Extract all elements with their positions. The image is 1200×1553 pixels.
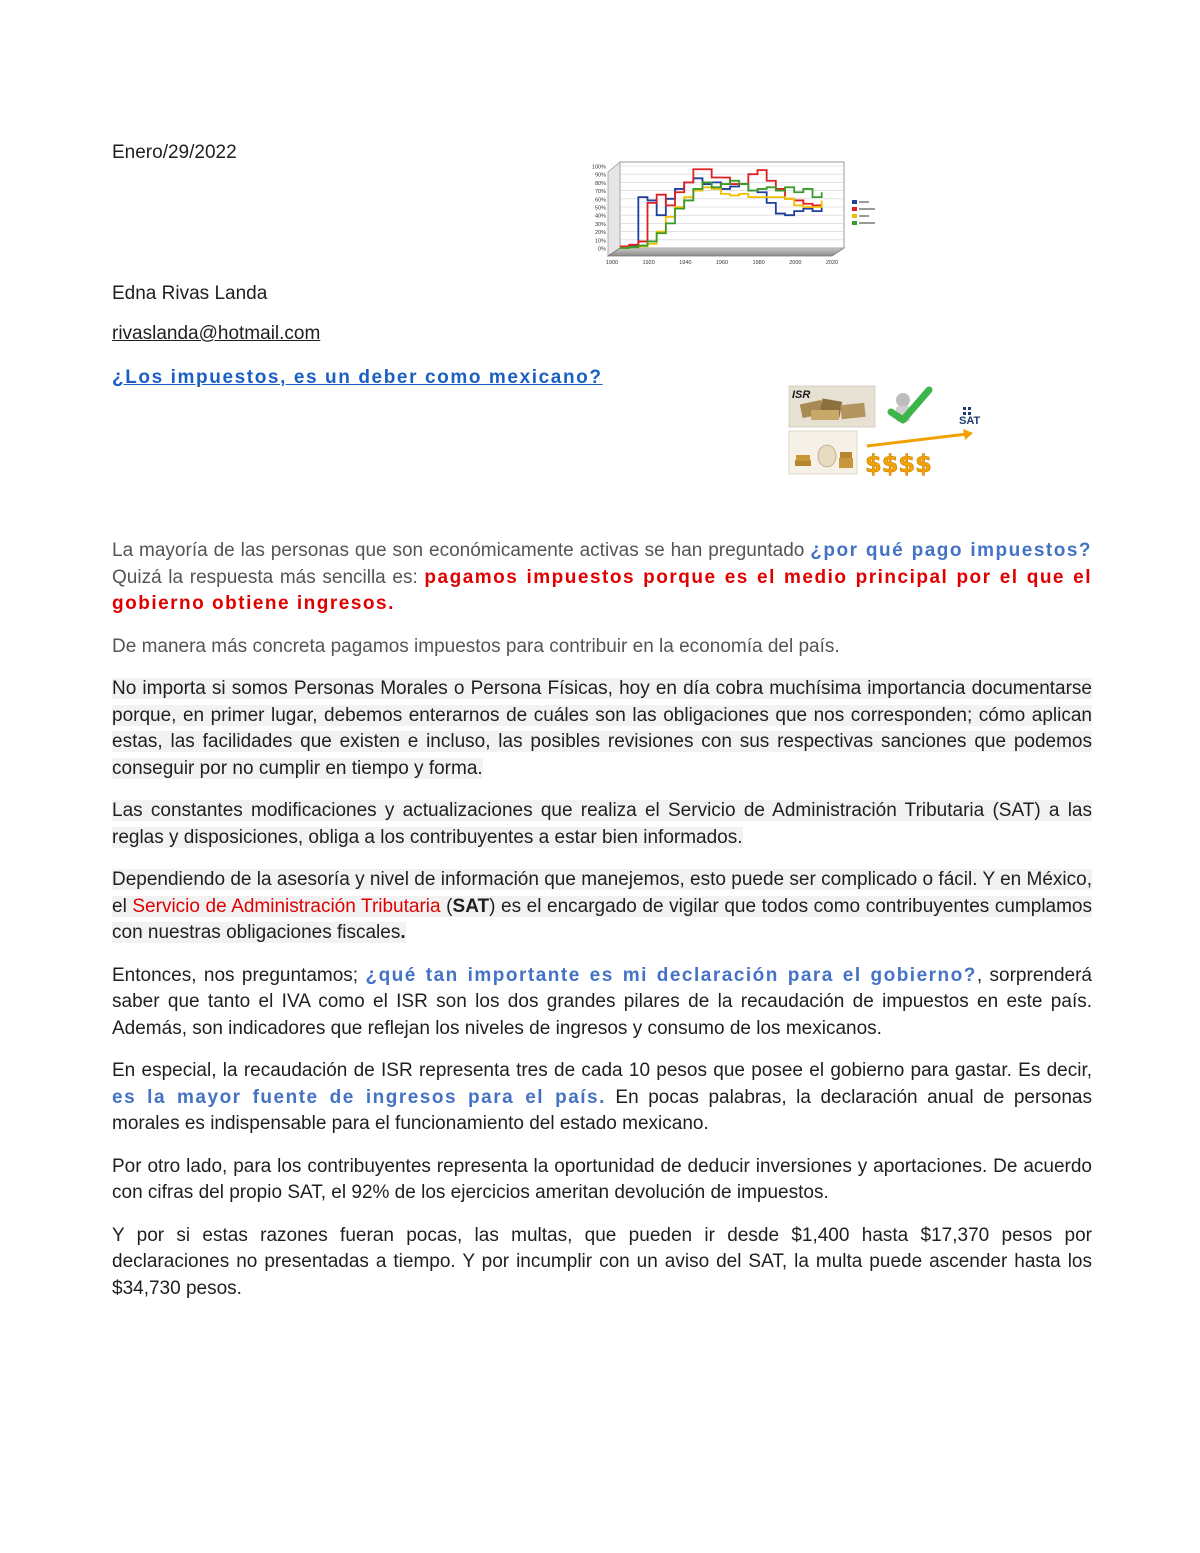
emphasis-main-reason: pagamos impuestos porque es el medio principal por el que el gobierno obtiene ingresos. (112, 566, 1093, 614)
x-tick-label: 1980 (752, 260, 765, 266)
question-declaration-importance: ¿qué tan importante es mi declaración para el gobierno? (365, 964, 977, 986)
author-email-link[interactable]: rivaslanda@hotmail.com (112, 323, 321, 344)
chart-legend (852, 200, 875, 225)
chart-x-ticks (606, 260, 838, 266)
legend-entry-placeholder (859, 201, 869, 203)
question-why-pay: ¿por qué pago impuestos? (810, 540, 1092, 561)
legend-swatch (852, 214, 857, 218)
y-tick-label: 50% (594, 205, 606, 212)
y-tick-label: 80% (594, 180, 606, 187)
chart-y-ticks (592, 165, 606, 253)
legend-entry-placeholder (859, 208, 875, 210)
paragraph-1: La mayoría de las personas que son económicamente activas se han preguntado ¿por qué pago impuestos? Quizá la respuesta más sencilla es: pagamos impuestos porque es el medio principal por el que el gobierno obtiene ingresos. (112, 540, 1093, 614)
emphasis-largest-source: es la mayor fuente de ingresos para el país. (112, 1086, 606, 1108)
dollar-signs: $$$$ (865, 450, 932, 476)
paragraph-6: Entonces, nos preguntamos; ¿qué tan importante es mi declaración para el gobierno?, sorprenderá saber que tanto el IVA como el ISR son los dos grandes pilares de la recaudación de impuestos en este país. Además, son indicadores que reflejan los niveles de ingresos y consumo de los mexicanos. (112, 964, 1092, 1039)
y-tick-label: 60% (594, 197, 606, 204)
legend-entry-placeholder (859, 215, 869, 217)
line-chart (586, 160, 894, 268)
chart-back-wall (620, 162, 844, 248)
article-body (112, 538, 1092, 1318)
x-tick-label: 2000 (789, 260, 802, 266)
chart-side-wall (608, 162, 620, 256)
paragraph-8: Por otro lado, para los contribuyentes representa la oportunidad de deducir inversiones y aportaciones. De acuerdo con cifras del propio SAT, el 92% de los ejercicios ameritan devolución de impuestos. (112, 1155, 1092, 1203)
paragraph-3: No importa si somos Personas Morales o Persona Físicas, hoy en día cobra muchísima importancia documentarse porque, en primer lugar, debemos enterarnos de cuáles son las obligaciones que nos corresponden; cómo aplican estas, las facilidades que existen e incluso, las posibles revisiones con sus respectivas sanciones que podemos conseguir por no cumplir en tiempo y forma. (112, 678, 1092, 779)
y-tick-label: 20% (594, 230, 606, 237)
y-tick-label: 0% (598, 246, 606, 253)
money-bag-tile (789, 431, 857, 474)
y-tick-label: 40% (594, 213, 606, 220)
y-tick-label: 90% (594, 172, 606, 179)
paragraph-9: Y por si estas razones fueran pocas, las multas, que pueden ir desde $1,400 hasta $17,370 pesos por declaraciones no presentadas a tiempo. Y por incumplir con un aviso del SAT, la multa puede ascender hasta los $34,730 pesos. (112, 1224, 1092, 1299)
chart-floor (608, 248, 844, 256)
sat-tag: SAT (959, 415, 981, 427)
y-tick-label: 100% (591, 164, 606, 171)
legend-swatch (852, 200, 857, 204)
author-name: Edna Rivas Landa (112, 283, 268, 304)
x-tick-label: 1940 (679, 260, 692, 266)
x-tick-label: 2020 (825, 260, 839, 266)
legend-swatch (852, 207, 857, 211)
paragraph-7: En especial, la recaudación de ISR representa tres de cada 10 pesos que posee el gobierno para gastar. Es decir, es la mayor fuente de ingresos para el país. En pocas palabras, la declaración anual de personas morales es indispensable para el funcionamiento del estado mexicano. (112, 1060, 1092, 1134)
document-title: ¿Los impuestos, es un deber como mexicano? (112, 367, 603, 388)
isr-money-tile (789, 386, 875, 427)
tax-image-collage (787, 384, 985, 476)
x-tick-label: 1900 (605, 260, 619, 266)
sat-full-name: Servicio de Administración Tributaria (132, 895, 441, 917)
y-tick-label: 70% (594, 189, 606, 196)
legend-swatch (852, 221, 857, 225)
isr-tag: ISR (792, 389, 811, 401)
paragraph-5: Dependiendo de la asesoría y nivel de información que manejemos, esto puede ser complicado o fácil. Y en México, el Servicio de Administración Tributaria (SAT) es el encargado de vigilar que todos como contribuyentes cumplamos con nuestras obligaciones fiscales. (112, 869, 1093, 943)
paragraph-4: Las constantes modificaciones y actualizaciones que realiza el Servicio de Administración Tributaria (SAT) a las reglas y disposiciones, obliga a los contribuyentes a estar bien informados. (112, 800, 1092, 848)
y-tick-label: 10% (594, 238, 606, 245)
document-date: Enero/29/2022 (112, 142, 237, 163)
legend-entry-placeholder (859, 222, 875, 224)
paragraph-2: De manera más concreta pagamos impuestos para contribuir en la economía del país. (112, 635, 840, 657)
x-tick-label: 1960 (715, 260, 729, 266)
x-tick-label: 1920 (642, 260, 655, 266)
y-tick-label: 30% (594, 221, 606, 228)
